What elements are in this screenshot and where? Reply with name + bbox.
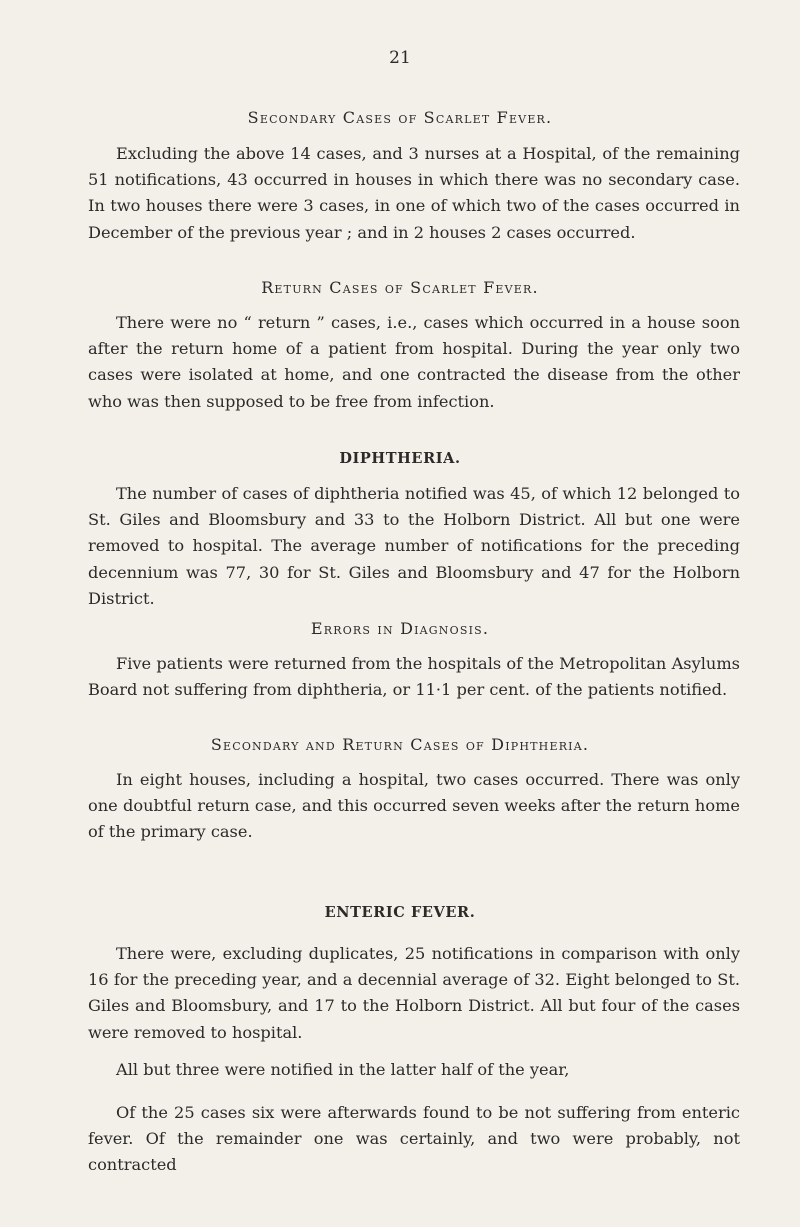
section-enteric-fever (88, 941, 740, 1046)
heading-secondary-scarlet: Secondary Cases of Scarlet Fever. (247, 108, 553, 127)
heading-errors-diagnosis: Errors in Diagnosis. (310, 619, 490, 638)
paragraph: The number of cases of diphtheria notified was 45, of which 12 belonged to St. Giles and Bloomsbury and 33 to the Holborn District. All but one were removed to hospital. The average number of notifications for the preceding decennium was 77, 30 for St. Giles and Bloomsbury and 47 for the Holborn District. (88, 484, 740, 608)
paragraph: There were no “ return ” cases, i.e., cases which occurred in a house soon after the return home of a patient from hospital. During the year only two cases were isolated at home, and one contracted the disease from the other who was then supposed to be free from infection. (88, 313, 740, 411)
section-errors-diagnosis (88, 651, 740, 703)
paragraph: All but three were notified in the latter half of the year, (116, 1060, 570, 1079)
paragraph: Of the 25 cases six were afterwards found to be not suffering from enteric fever. Of the remainder one was certainly, and two were probably, not contracted (88, 1103, 740, 1175)
paragraph: Five patients were returned from the hospitals of the Metropolitan Asylums Board not suffering from diphtheria, or 11·1 per cent. of the patients notified. (88, 654, 740, 700)
heading-enteric-fever: ENTERIC FEVER. (324, 904, 476, 921)
section-enteric-fever-cont2 (88, 1100, 740, 1179)
heading-diphtheria: DIPHTHERIA. (339, 450, 461, 467)
section-return-scarlet (88, 310, 740, 415)
paragraph: There were, excluding duplicates, 25 notifications in comparison with only 16 for the preceding year, and a decennial average of 32. Eight belonged to St. Giles and Bloomsbury, and 17 to the Holborn District. All but four of the cases were removed to hospital. (88, 944, 740, 1042)
heading-secondary-return-diphtheria: Secondary and Return Cases of Diphtheria. (210, 735, 590, 754)
heading-return-scarlet: Return Cases of Scarlet Fever. (261, 278, 539, 297)
page-number: 21 (389, 48, 411, 68)
section-diphtheria (88, 481, 740, 612)
section-enteric-fever-cont (88, 1057, 740, 1083)
paragraph: In eight houses, including a hospital, two cases occurred. There was only one doubtful return case, and this occurred seven weeks after the return home of the primary case. (88, 770, 740, 842)
paragraph: Excluding the above 14 cases, and 3 nurses at a Hospital, of the remaining 51 notifications, 43 occurred in houses in which there was no secondary case. In two houses there were 3 cases, in one of which two of the cases occurred in December of the previous year ; and in 2 houses 2 cases occurred. (88, 144, 740, 242)
section-secondary-return-diphtheria (88, 767, 740, 846)
section-secondary-scarlet (88, 141, 740, 246)
